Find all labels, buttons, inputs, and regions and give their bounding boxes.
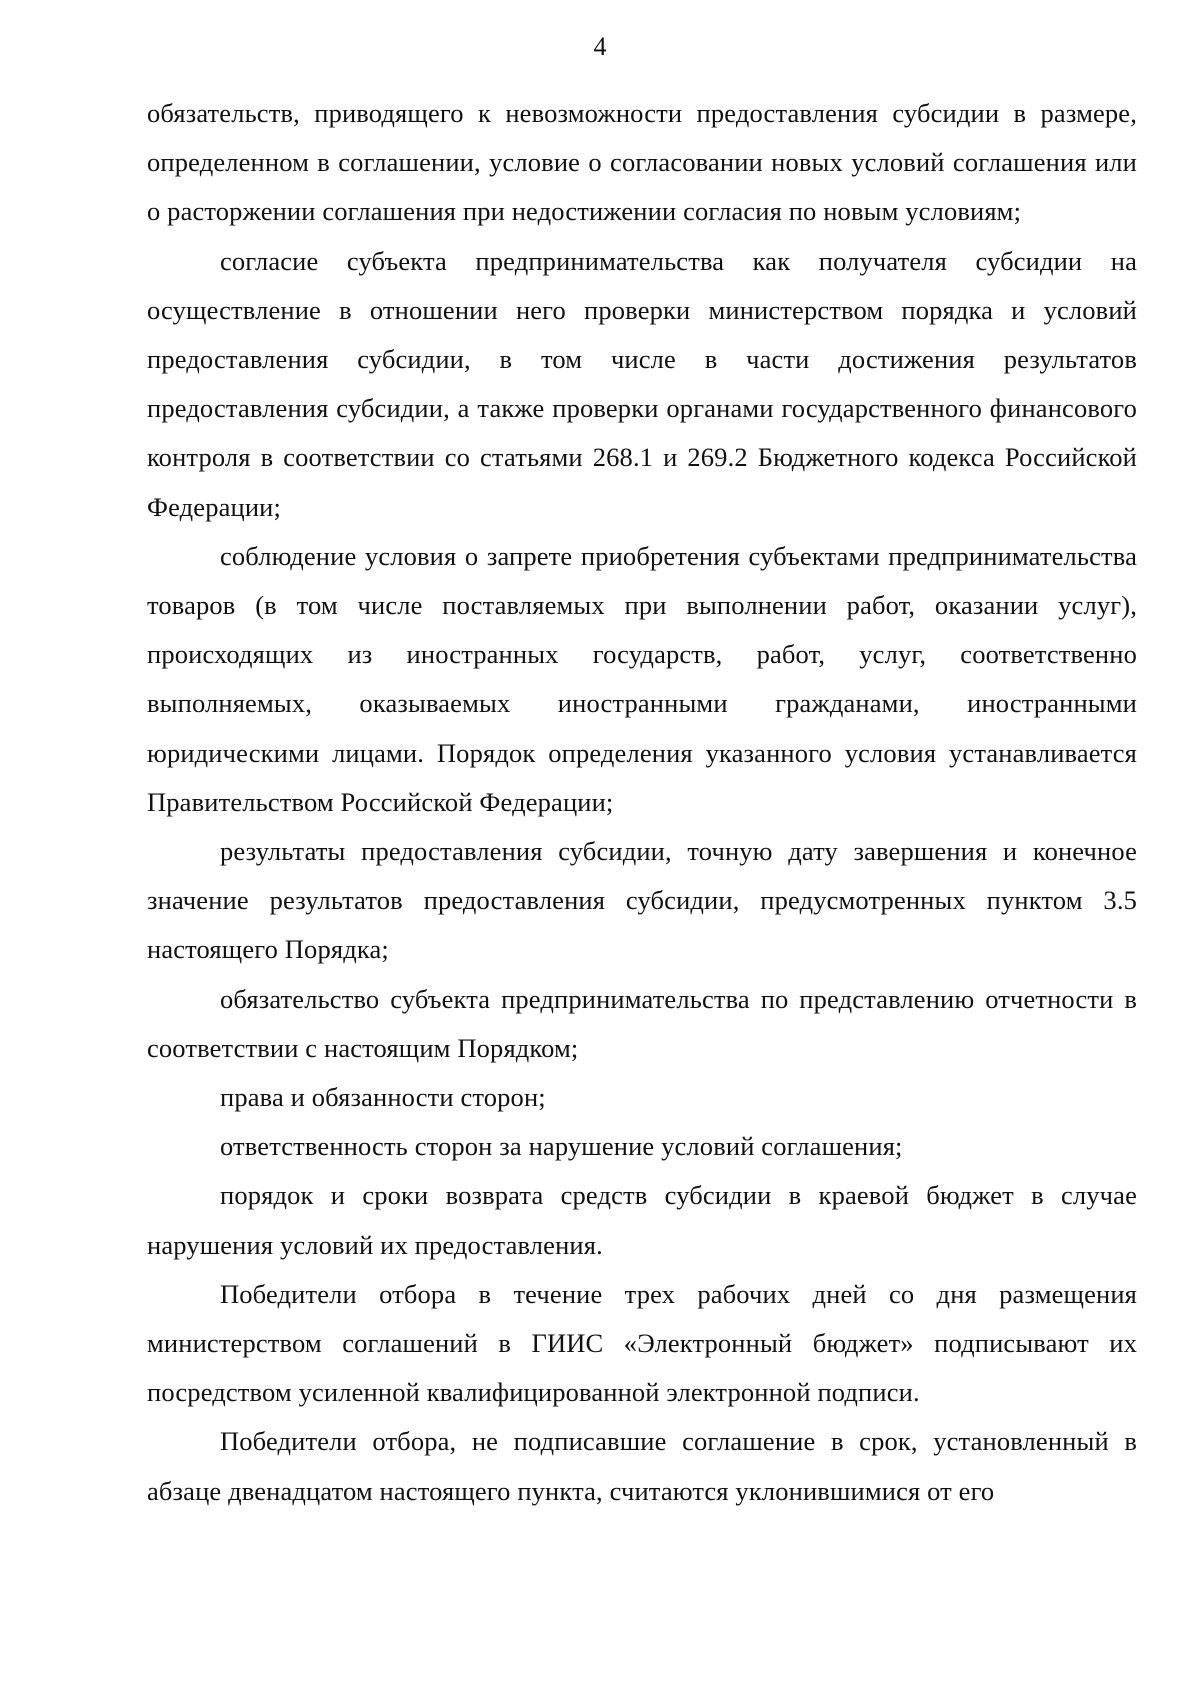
paragraph-refund-procedure: порядок и сроки возврата средств субсидии в краевой бюджет в случае нарушения условий их предоставления.: [147, 1180, 1137, 1260]
paragraph-signing-deadline: Победители отбора в течение трех рабочих дней со дня размещения министерством соглашений в ГИИС «Электронный бюджет» подписывают их посредством усиленной квалифицированной электронной подписи.: [147, 1278, 1137, 1408]
paragraph-rights-duties: права и обязанности сторон;: [220, 1082, 546, 1113]
paragraph-continuation: обязательств, приводящего к невозможности предоставления субсидии в размере, определенном в соглашении, условие о согласовании новых условий соглашения или о расторжении соглашения при недостижении согласия по новым условиям;: [147, 98, 1137, 227]
document-body: [147, 89, 1137, 1516]
paragraph-foreign-goods-ban: соблюдение условия о запрете приобретения субъектами предпринимательства товаров (в том числе поставляемых при выполнении работ, оказании услуг), происходящих из иностранных государств, работ, услуг, соответственно выполняемых, оказываемых иностранными гражданами, иностранными юридическими лицами. Порядок определения указанного условия устанавливается Правительством Российской Федерации;: [147, 540, 1137, 817]
paragraph-results: результаты предоставления субсидии, точную дату завершения и конечное значение результатов предоставления субсидии, предусмотренных пунктом 3.5 настоящего Порядка;: [147, 836, 1137, 965]
page-number: 4: [593, 32, 607, 61]
paragraph-evasion: Победители отбора, не подписавшие соглашение в срок, установленный в абзаце двенадцатом настоящего пункта, считаются уклонившимися от его: [147, 1426, 1137, 1506]
paragraph-liability: ответственность сторон за нарушение условий соглашения;: [220, 1131, 903, 1162]
paragraph-reporting-obligation: обязательство субъекта предпринимательства по представлению отчетности в соответствии с настоящим Порядком;: [147, 983, 1137, 1063]
paragraph-consent-inspection: согласие субъекта предпринимательства как получателя субсидии на осуществление в отношении него проверки министерством порядка и условий предоставления субсидии, в том числе в части достижения результатов предоставления субсидии, а также проверки органами государственного финансового контроля в соответствии со статьями 268.1 и 269.2 Бюджетного кодекса Российской Федерации;: [147, 245, 1137, 522]
